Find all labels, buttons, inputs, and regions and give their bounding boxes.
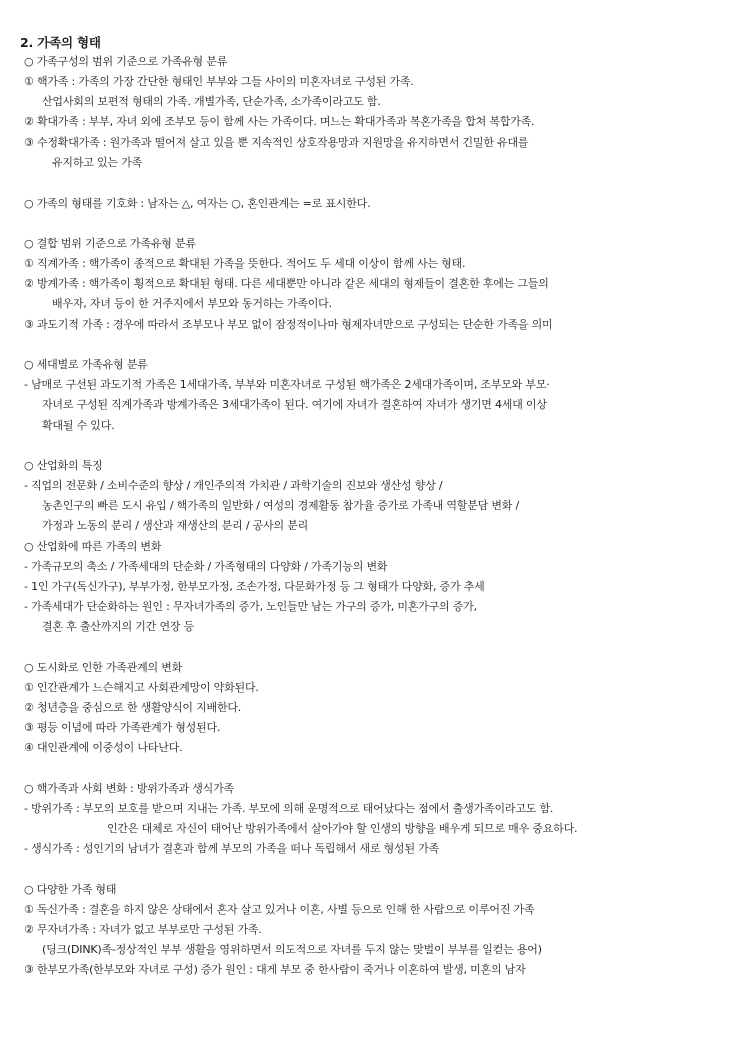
- numbered-item: ② 확대가족 : 부부, 자녀 외에 조부모 등이 함께 사는 가족이다. 며느는 확대가족과 복혼가족을 합쳐 복합가족.: [24, 115, 535, 128]
- numbered-item: ① 직계가족 : 핵가족이 종적으로 확대된 가족을 뜻한다. 적어도 두 세대 이상이 함께 사는 형태.: [24, 257, 466, 270]
- dash-item: - 직업의 전문화 / 소비수준의 향상 / 개인주의적 가치관 / 과학기술의 진보와 생산성 향상 /: [24, 479, 443, 492]
- bullet-heading: ○ 가족의 형태를 기호화 : 남자는 △, 여자는 ○, 혼인관계는 =로 표시한다.: [24, 197, 371, 210]
- numbered-item: ④ 대인관계에 이중성이 나타난다.: [24, 741, 183, 754]
- continuation-line: 농촌인구의 빠른 도시 유입 / 핵가족의 일반화 / 여성의 경제활동 참가율 증가로 가족내 역할분담 변화 /: [42, 499, 520, 512]
- bullet-heading: ○ 도시화로 인한 가족관계의 변화: [24, 661, 183, 674]
- section-heading: 2. 가족의 형태: [20, 35, 101, 50]
- numbered-item: ① 독신가족 : 결혼을 하지 않은 상태에서 혼자 살고 있거나 이혼, 사별 등으로 인해 한 사람으로 이루어진 가족: [24, 903, 535, 916]
- numbered-item: ② 청년층을 중심으로 한 생활양식이 지배한다.: [24, 701, 242, 714]
- numbered-item: ① 핵가족 : 가족의 가장 간단한 형태인 부부와 그들 사이의 미혼자녀로 구성된 가족.: [24, 75, 414, 88]
- numbered-item: ① 인간관계가 느슨해지고 사회관계망이 약화된다.: [24, 681, 259, 694]
- numbered-item: ③ 평등 이념에 따라 가족관계가 형성된다.: [24, 721, 221, 734]
- continuation-line: 인간은 대체로 자신이 태어난 방위가족에서 살아가야 할 인생의 방향을 배우게 되므로 매우 중요하다.: [107, 822, 578, 835]
- bullet-heading: ○ 결합 범위 기준으로 가족유형 분류: [24, 237, 196, 250]
- continuation-line: 유지하고 있는 가족: [52, 156, 143, 169]
- continuation-line: 결혼 후 출산까지의 기간 연장 등: [42, 620, 195, 633]
- continuation-line: 확대될 수 있다.: [42, 419, 115, 432]
- bullet-heading: ○ 세대별로 가족유형 분류: [24, 358, 148, 371]
- bullet-heading: ○ 가족구성의 범위 기준으로 가족유형 분류: [24, 55, 228, 68]
- bullet-heading: ○ 핵가족과 사회 변화 : 방위가족과 생식가족: [24, 782, 234, 795]
- dash-item: - 방위가족 : 부모의 보호를 받으며 지내는 가족. 부모에 의해 운명적으로 태어났다는 점에서 출생가족이라고도 함.: [24, 802, 554, 815]
- dash-item: - 가족규모의 축소 / 가족세대의 단순화 / 가족형태의 다양화 / 가족기능의 변화: [24, 560, 388, 573]
- bullet-heading: ○ 산업화의 특징: [24, 459, 103, 472]
- dash-item: - 가족세대가 단순화하는 원인 : 무자녀가족의 증가, 노인들만 남는 가구의 증가, 미혼가구의 증가,: [24, 600, 477, 613]
- dash-item: - 남매로 구선된 과도기적 가족은 1세대가족, 부부와 미혼자녀로 구성된 핵가족은 2세대가족이며, 조부모와 부모·: [24, 378, 550, 391]
- dash-item: - 생식가족 : 성인기의 남녀가 결혼과 함께 부모의 가족을 떠나 독립해서 새로 형성된 가족: [24, 842, 440, 855]
- numbered-item: ② 무자녀가족 : 자녀가 없고 부부로만 구성된 가족.: [24, 923, 262, 936]
- dash-item: - 1인 가구(독신가구), 부부가정, 한부모가정, 조손가정, 다문화가정 등 그 형태가 다양화, 증가 추세: [24, 580, 485, 593]
- continuation-line: 가정과 노동의 분리 / 생산과 재생산의 분리 / 공사의 분리: [42, 519, 309, 532]
- continuation-line: 산업사회의 보편적 형태의 가족. 개별가족, 단순가족, 소가족이라고도 함.: [42, 95, 381, 108]
- numbered-item: ② 방계가족 : 핵가족이 횡적으로 확대된 형태. 다른 세대뿐만 아니라 같은 세대의 형제들이 결혼한 후에는 그들의: [24, 277, 549, 290]
- continuation-line: 자녀로 구성된 직계가족과 방계가족은 3세대가족이 된다. 여기에 자녀가 결혼하여 자녀가 생기면 4세대 이상: [42, 398, 547, 411]
- continuation-line: 배우자, 자녀 등이 한 거주지에서 부모와 동거하는 가족이다.: [52, 297, 332, 310]
- numbered-item: ③ 과도기적 가족 : 경우에 따라서 조부모나 부모 없이 잠정적이나마 형제자녀만으로 구성되는 단순한 가족을 의미: [24, 318, 553, 331]
- numbered-item: ③ 수정확대가족 : 원가족과 떨어져 살고 있을 뿐 지속적인 상호작용망과 지원망을 유지하면서 긴밀한 유대를: [24, 136, 529, 149]
- numbered-item: ③ 한부모가족(한부모와 자녀로 구성) 증가 원인 : 대게 부모 중 한사람이 죽거나 이혼하여 발생, 미혼의 남자: [24, 963, 526, 976]
- bullet-heading: ○ 다양한 가족 형태: [24, 883, 117, 896]
- bullet-heading: ○ 산업화에 따른 가족의 변화: [24, 540, 162, 553]
- continuation-line: (딩크(DINK)족-정상적인 부부 생활을 영위하면서 의도적으로 자녀를 두지 않는 맞벌이 부부를 일컫는 용어): [42, 943, 542, 956]
